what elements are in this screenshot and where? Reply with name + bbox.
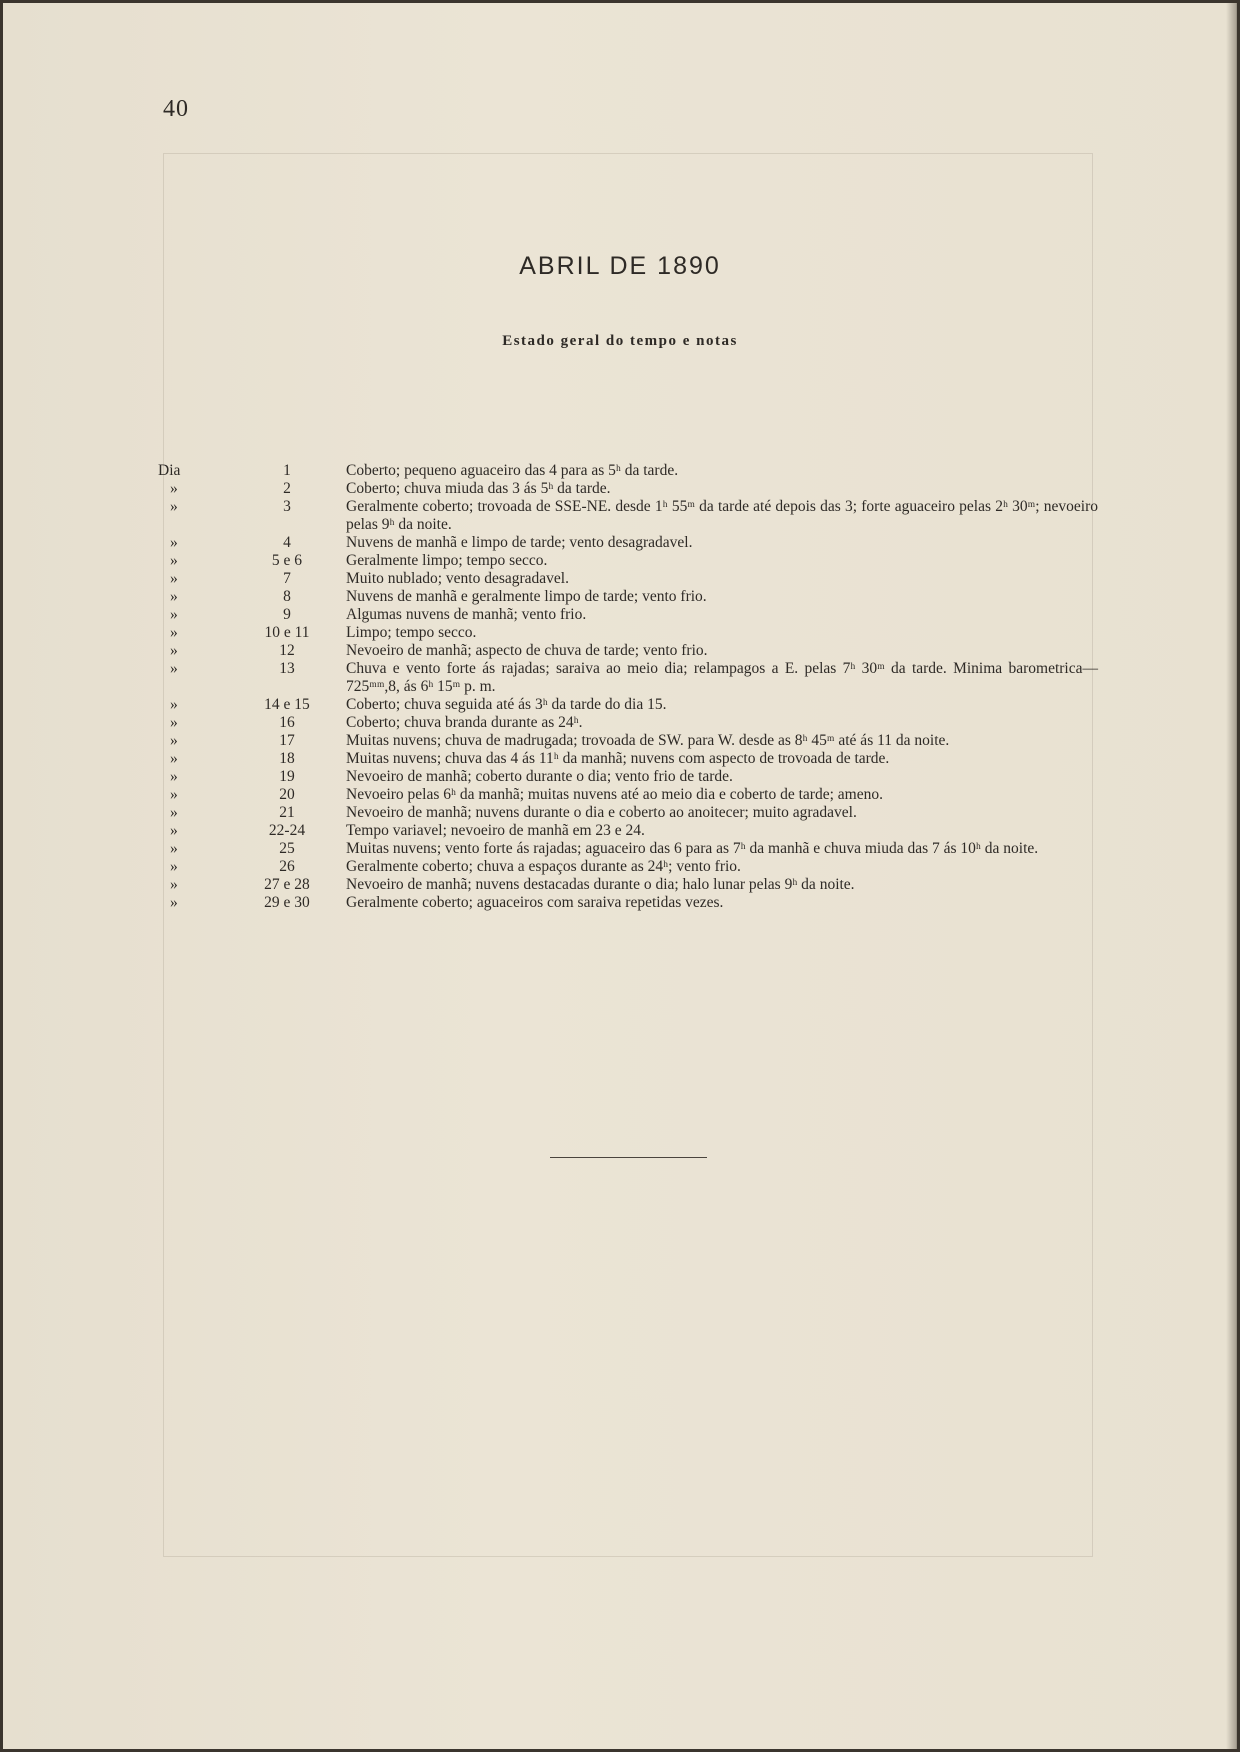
entry-day: 5 e 6 (271, 552, 303, 569)
entry-label: » (170, 786, 178, 803)
entry-day: 8 (283, 588, 291, 605)
entry-text: Coberto; pequeno aguaceiro das 4 para as 5ʰ da tarde. (346, 462, 679, 479)
entry-label: » (170, 858, 178, 875)
entry-label: » (170, 894, 178, 911)
entry-day: 27 e 28 (264, 876, 310, 893)
entry-label: » (170, 570, 178, 587)
entry-day: 13 (279, 660, 295, 677)
entry-label: » (170, 534, 178, 551)
entry-label: » (170, 642, 178, 659)
entry-day: 12 (279, 642, 295, 659)
entry-day: 1 (283, 462, 291, 479)
weather-entry (158, 804, 1098, 822)
entry-text: Coberto; chuva branda durante as 24ʰ. (346, 714, 583, 731)
entry-label: Dia (158, 462, 181, 479)
entry-day: 3 (283, 498, 291, 515)
entry-text: Chuva e vento forte ás rajadas; saraiva ao meio dia; relampagos a E. pelas 7ʰ 30ᵐ da tarde. Minima barometrica—725ᵐᵐ,8, ás 6ʰ 15ᵐ p. m. (346, 660, 1098, 695)
entry-day: 29 e 30 (264, 894, 310, 911)
entry-text: Nevoeiro de manhã; coberto durante o dia; vento frio de tarde. (346, 768, 733, 785)
entry-day: 2 (283, 480, 291, 497)
entry-label: » (170, 732, 178, 749)
entry-label: » (170, 660, 178, 677)
entry-label: » (170, 588, 178, 605)
entry-day: 20 (279, 786, 295, 803)
entry-day: 9 (283, 606, 291, 623)
entry-day: 10 e 11 (264, 624, 310, 641)
entry-day: 17 (279, 732, 295, 749)
weather-entry (158, 588, 1098, 606)
entry-text: Nevoeiro de manhã; aspecto de chuva de tarde; vento frio. (346, 642, 708, 659)
entry-text: Nevoeiro de manhã; nuvens destacadas durante o dia; halo lunar pelas 9ʰ da noite. (346, 876, 855, 893)
weather-entry (158, 894, 1098, 912)
entry-label: » (170, 822, 178, 839)
entry-day: 14 e 15 (264, 696, 310, 713)
closing-rule (550, 1157, 707, 1158)
entry-label: » (170, 750, 178, 767)
entry-label: » (170, 714, 178, 731)
weather-entry (158, 840, 1098, 858)
entry-text: Tempo variavel; nevoeiro de manhã em 23 e 24. (346, 822, 645, 839)
entry-label: » (170, 696, 178, 713)
entry-text: Muito nublado; vento desagradavel. (346, 570, 569, 587)
entry-text: Nevoeiro pelas 6ʰ da manhã; muitas nuvens até ao meio dia e coberto de tarde; ameno. (346, 786, 883, 803)
entry-day: 19 (279, 768, 295, 785)
entry-text: Coberto; chuva seguida até ás 3ʰ da tarde do dia 15. (346, 696, 667, 713)
weather-entry (158, 714, 1098, 732)
entry-text: Muitas nuvens; vento forte ás rajadas; aguaceiro das 6 para as 7ʰ da manhã e chuva miuda das 7 ás 10ʰ da noite. (346, 840, 1039, 857)
entry-text: Nevoeiro de manhã; nuvens durante o dia e coberto ao anoitecer; muito agradavel. (346, 804, 857, 821)
entry-text: Limpo; tempo secco. (346, 624, 477, 641)
weather-entry (158, 786, 1098, 804)
weather-entry (158, 876, 1098, 894)
entry-text: Muitas nuvens; chuva das 4 ás 11ʰ da manhã; nuvens com aspecto de trovoada de tarde. (346, 750, 890, 767)
weather-entry (158, 768, 1098, 786)
entry-text: Geralmente coberto; aguaceiros com saraiva repetidas vezes. (346, 894, 724, 911)
weather-entry (158, 606, 1098, 624)
weather-entry (158, 534, 1098, 552)
weather-entry (158, 480, 1098, 498)
page-title: ABRIL DE 1890 (519, 252, 721, 280)
entry-label: » (170, 480, 178, 497)
page-number: 40 (163, 96, 189, 122)
weather-entry (158, 858, 1098, 876)
weather-entries-list (158, 462, 1098, 912)
entry-label: » (170, 768, 178, 785)
entry-label: » (170, 606, 178, 623)
weather-entry (158, 462, 1098, 480)
entry-day: 7 (283, 570, 291, 587)
entry-day: 18 (279, 750, 295, 767)
entry-day: 26 (279, 858, 295, 875)
weather-entry (158, 660, 1098, 696)
weather-entry (158, 750, 1098, 768)
weather-entry (158, 570, 1098, 588)
entry-day: 25 (279, 840, 295, 857)
entry-day: 21 (279, 804, 295, 821)
entry-text: Muitas nuvens; chuva de madrugada; trovoada de SW. para W. desde as 8ʰ 45ᵐ até ás 11 da noite. (346, 732, 950, 749)
entry-day: 4 (283, 534, 291, 551)
weather-entry (158, 552, 1098, 570)
entry-text: Geralmente limpo; tempo secco. (346, 552, 548, 569)
entry-day: 22-24 (268, 822, 306, 839)
entry-text: Nuvens de manhã e geralmente limpo de tarde; vento frio. (346, 588, 707, 605)
entry-label: » (170, 876, 178, 893)
weather-entry (158, 822, 1098, 840)
page-subtitle: Estado geral do tempo e notas (502, 333, 738, 349)
entry-text: Nuvens de manhã e limpo de tarde; vento desagradavel. (346, 534, 693, 551)
entry-text: Algumas nuvens de manhã; vento frio. (346, 606, 587, 623)
weather-entry (158, 624, 1098, 642)
weather-entry (158, 696, 1098, 714)
weather-entry (158, 498, 1098, 534)
weather-entry (158, 732, 1098, 750)
entry-text: Coberto; chuva miuda das 3 ás 5ʰ da tarde. (346, 480, 611, 497)
entry-text: Geralmente coberto; chuva a espaços durante as 24ʰ; vento frio. (346, 858, 741, 875)
entry-label: » (170, 498, 178, 515)
entry-text: Geralmente coberto; trovoada de SSE-NE. desde 1ʰ 55ᵐ da tarde até depois das 3; forte aguaceiro pelas 2ʰ 30ᵐ; nevoeiro pelas 9ʰ da noite. (346, 498, 1098, 533)
entry-label: » (170, 804, 178, 821)
entry-label: » (170, 552, 178, 569)
entry-label: » (170, 624, 178, 641)
entry-label: » (170, 840, 178, 857)
entry-day: 16 (279, 714, 295, 731)
weather-entry (158, 642, 1098, 660)
